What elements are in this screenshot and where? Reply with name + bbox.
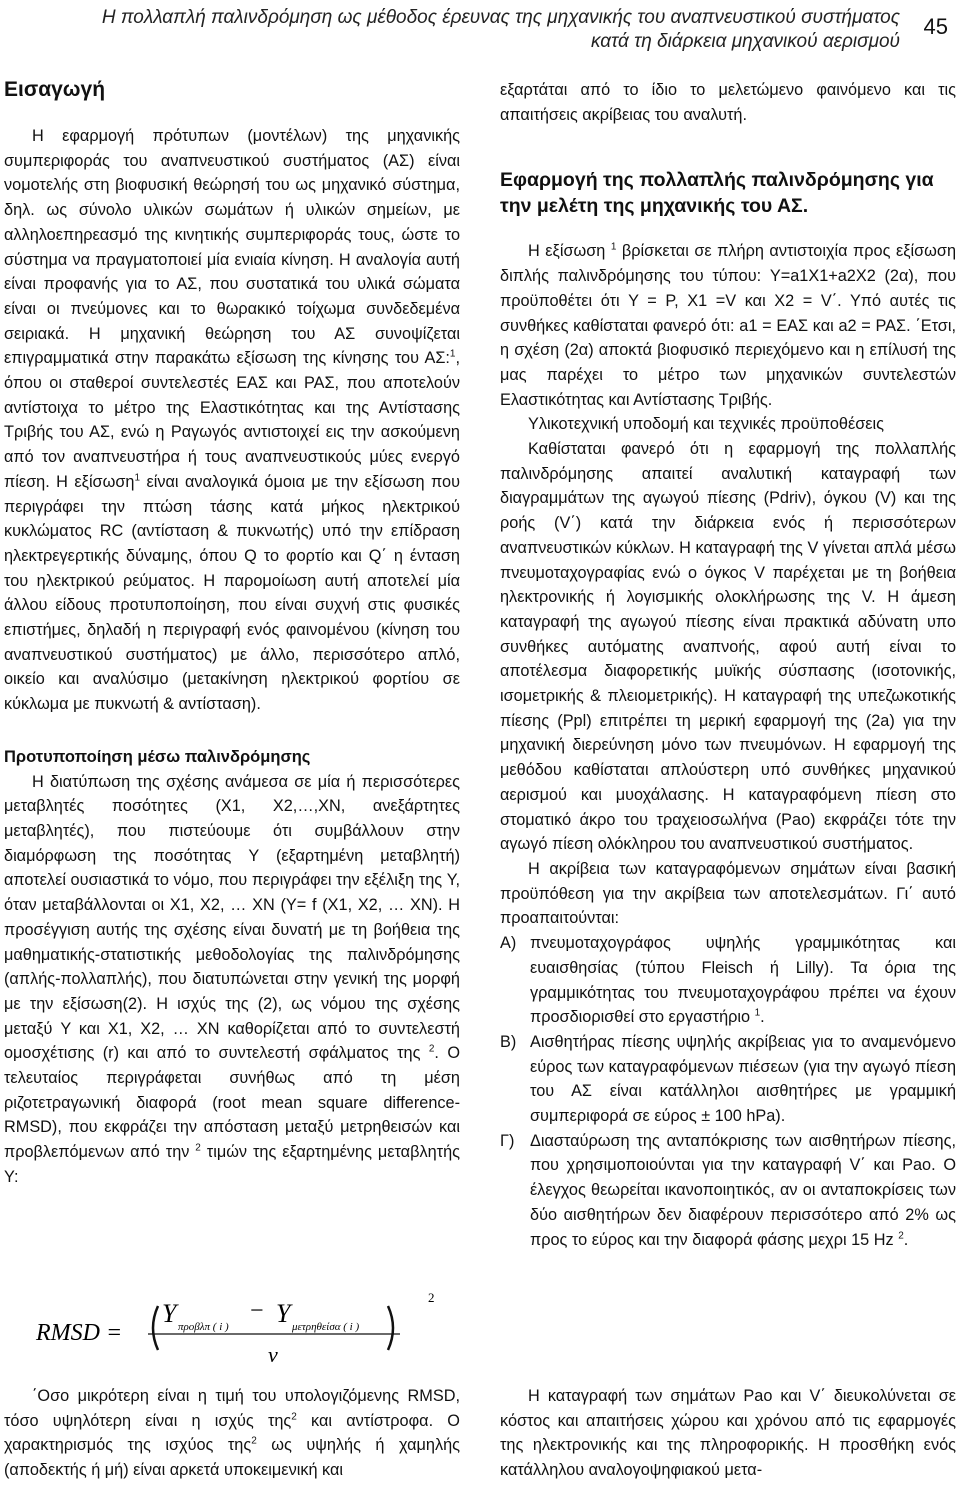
right-bottom-paragraph (500, 1384, 956, 1483)
formula-lhs: RMSD = (36, 1320, 123, 1346)
regression-paragraph (4, 770, 460, 1190)
bottom-text-b: και αντίστροφα. Ο χαρακτηρισμός της ισχύος της (4, 1411, 460, 1455)
section-title-introduction: Εισαγωγή (4, 78, 106, 101)
equation-correspondence-paragraph (500, 239, 956, 412)
running-title-line1: Η πολλαπλή παλινδρόμηση ως μέθοδος έρευνας της μηχανικής του αναπνευστικού συστήματος (101, 7, 900, 28)
running-title-line2: κατά τη διάρκεια μηχανικού αερισμού (591, 31, 900, 52)
ref-sup: 1 (134, 472, 140, 484)
reg-text-a: Η διατύπωση της σχέσης ανάμεσα σε μία ή περισσότερες μεταβλητές ποσότητες (Χ1, Χ2,…,ΧΝ, ανεξάρτητες μεταβλητές), που πιστεύουμε ότι συμβάλλουν στην διαμόρφωση της ποσότητας Y (εξαρτημένη μεταβλητή) αποτελεί ουσιαστικά το νόμο, που περιγράφει την εξέλιξη της Y, όταν μεταβάλλονται οι Χ1, Χ2, … ΧΝ (Y= f (Χ1, Χ2, … ΧΝ). Η προσέγγιση αυτής της σχέσης είναι δυνατή με τη βοήθεια της μαθηματικής-στατιστικής μεθοδολογίας της παλινδρόμησης (απλής-πολλαπλής), που διατυπώνεται στην γενική της μορφή με την εξίσωση(2). Η ισχύς της (2), ως νόμου της σχέσης μεταξύ Y και Χ1, Χ2, … ΧΝ καθορίζεται από το συντελεστή ομοσχέτισης (r) και από το συντελεστή σφάλματος της (4, 772, 460, 1063)
list-marker: Γ) (500, 1131, 515, 1150)
left-column (4, 78, 460, 1190)
left-bottom-paragraph (4, 1384, 460, 1483)
formula-exponent: 2 (428, 1290, 435, 1305)
list-marker: Β) (500, 1032, 517, 1051)
list-item-text (530, 1030, 956, 1129)
ref-sup: 2 (428, 1043, 435, 1055)
formula-y-meas: Y (276, 1299, 291, 1328)
requirements-list (500, 931, 956, 1252)
page-number: 45 (923, 14, 948, 39)
list-item (500, 931, 956, 1030)
formula-denominator: ν (268, 1342, 278, 1367)
intro-text-a: Η εφαρμογή πρότυπων (μοντέλων) της μηχανικής συμπεριφοράς του αναπνευστικού συστήματος (ΑΣ) είναι νομοτελής στη βιοφυσική θεώρησή του ως μηχανικό σύστημα, δηλ. ως σύνολο υλικών σωμάτων ή υλικών σημείων, με αλληλοεπηρεασμό της κινητικής συμπεριφοράς τους, ώστε το σύστημα να πραγματοποιεί μία ενιαία κίνηση. Η αναλογία αυτή είναι προφανής για το ΑΣ, που συστατικά του υλικά σώματα είναι οι πνεύμονες και το θωρακικό τοίχωμα συνδεδεμένα σειριακά. Η μηχανική θεώρηση του ΑΣ συνοψίζεται επιγραμματικά στην παρακάτω εξίσωση της κίνησης του ΑΣ: (4, 127, 460, 368)
intro-text-c: είναι αναλογικά όμοια με την εξίσωση που περιγράφει την πτώση τάσης κατά μήκος ηλεκτρικού κυκλώματος RC (αντίσταση & πυκνωτής) υπό την επίδραση ηλεκτρεγερτικής δύναμης, όπου Q το φορτίο και Q΄ η ένταση του ηλεκτρικού ρεύματος. Η παρομοίωση αυτή αποτελεί μία άλλου είδους προτυποποίηση, που είναι συχνή στις φυσικές επιστήμες, δηλαδή η περιγραφή ενός φαινομένου (κίνηση του αναπνευστικού συστήματος) με άλλο, περισσότερο απλό, οικείο και αναλύσιμο (μετακίνηση ηλεκτρικού φορτίου σε κύκλωμα με πυκνωτή & αντίσταση). (4, 472, 461, 714)
ref-sup: 2 (195, 1142, 201, 1154)
p1-text-b: βρίσκεται σε πλήρη αντιστοιχία προς εξίσωση διπλής παλινδρόμησης του τύπου: Y=a1X1+a2X2 (2α), που προϋποθέτει ότι Y = P, X1 =V και X2 = V΄. Υπό αυτές τις συνθήκες καθίσταται φανερό ότι: a1 = ΕΑΣ και a2 = ΡΑΣ. ΄Ετσι, η σχέση (2α) αποκτά βιοφυσικό περιεχόμενο και η επίλυσή της μας παρέχει το μέτρο των μηχανικών συντελεστών Ελαστικότητας και Αντίστασης Τριβής. (500, 242, 956, 409)
list-item-text (530, 931, 956, 1030)
list-tail: . (903, 1230, 909, 1249)
intro-text-b: , όπου οι σταθεροί συντελεστές ΕΑΣ και ΡΑΣ, που αποτελούν αντίστοιχα το μέτρο της Ελαστικότητας και της Αντίστασης Τριβής του ΑΣ, ενώ η Ραγωγός αντιστοιχεί εις την ασκούμενη από τον αναπνευστήρα ή τους αναπνευστικούς μύες ενεργό πίεση. Η εξίσωση (4, 349, 460, 491)
formula-sub-meas: μετρηθείσα ( i ) (292, 1321, 360, 1333)
formula-minus: − (250, 1298, 264, 1324)
intro-paragraph (4, 124, 460, 717)
subsection-title-application: Εφαρμογή της πολλαπλής παλινδρόμησης για την μελέτη της μηχανικής του ΑΣ. (500, 169, 934, 218)
right-column (500, 78, 956, 1252)
list-tail: . (760, 1008, 765, 1027)
reg-text-c: τιμών της εξαρτημένης μεταβλητής Y: (4, 1143, 460, 1186)
list-item (500, 1030, 956, 1129)
subsection-title-regression: Προτυποποίηση μέσω παλινδρόμησης (4, 747, 311, 766)
ref-sup: 2 (291, 1411, 297, 1423)
ref-sup: 1 (754, 1007, 761, 1019)
ref-sup: 2 (251, 1435, 257, 1447)
reg-text-b: . Ο τελευταίος περιγράφεται συνήθως από τη μέση ριζοτετραγωνική διαφορά (root mean square difference-RMSD), που εκφράζει την απόσταση μεταξύ μετρηθεισών και προβλεπόμενων από την (4, 1044, 460, 1162)
formula-sub-pred: προβλπ ( i ) (178, 1321, 229, 1333)
ref-sup: 1 (449, 348, 456, 360)
ref-sup: 2 (898, 1230, 904, 1242)
running-title (102, 6, 900, 54)
formula-y-pred: Y (162, 1299, 177, 1328)
rmsd-formula (30, 1288, 450, 1376)
list-text: Αισθητήρας πίεσης υψηλής ακρίβειας για το αναμενόμενο εύρος των καταγραφόμενων πιέσεων (για την αγωγό πίεση του ΑΣ είναι κατάλληλοι αισθητήρες με γραμμική συμπεριφορά σε εύρος ± 100 hPa). (530, 1032, 956, 1126)
list-text: Διασταύρωση της ανταπόκρισης των αισθητήρων πίεσης, που χρησιμοποιούνται για την καταγραφή V΄ και Pao. Ο έλεγχος θεωρείται ικανοποιητικός, αν οι ανταποκρίσεις των δύο αισθητήρων δεν διαφέρουν περισσότερο από 2% ως προς το εύρος και την διαφορά φάσης μεχρι 15 Hz (530, 1131, 956, 1249)
list-marker: Α) (500, 934, 517, 953)
infrastructure-heading: Υλικοτεχνική υποδομή και τεχνικές προϋποθέσεις (528, 415, 884, 434)
bottom-text-c: ως υψηλής ή χαμηλής (αποδεκτής ή μή) είναι αρκετά υποκειμενική και (4, 1436, 460, 1480)
list-item (500, 1129, 956, 1253)
bottom-text-a: ΄Οσο μικρότερη είναι η τιμή του υπολογιζόμενης RMSD, τόσο υψηλότερη είναι η ισχύς της (4, 1387, 460, 1430)
continued-paragraph: εξαρτάται από το ίδιο το μελετώμενο φαινόμενο και τις απαιτήσεις ακρίβειας του αναλυτή. (500, 81, 956, 124)
rmsd-interpretation (4, 1384, 460, 1483)
list-item-text (530, 1129, 956, 1253)
recording-paragraph: Καθίσταται φανερό ότι η εφαρμογή της πολλαπλής παλινδρόμησης απαιτεί αναλυτική καταγραφή των διαγραμμάτων της αγωγού πίεσης (Pdriv), όγκου (V) και της ροής (V΄) κατά την διάρκεια ενός ή περισσότερων αναπνευστικών κύκλων. Η καταγραφή της V γίνεται απλά μέσω πνευμοταχογραφίας ενώ ο όγκος V παρέχεται με τη βοήθεια ηλεκτρονικής ή λογισμικής ολοκλήρωσης της V. Η άμεση καταγραφή της αγωγού πίεσης είναι πρακτικά αδύνατη υπο συνθήκες αυτόματης αναπνοής, αφού αυτή είναι το αποτέλεσμα διαφορετικής μυϊκής σύσπασης (ισοτονικής, ισομετρικής & πλειομετρικής). Η καταγραφή της υπεζωκοτικής πίεσης (Ppl) επιτρέπει τη μερική εφαρμογή της (2a) για την μηχανική διερεύνηση μόνο των πνευμόνων. Η εφαρμογή της μεθόδου καθίσταται απλούστερη υπό συνθήκες μηχανικού αερισμού και μυοχάλασης. Η καταγραφόμενη πίεση στο στοματικό άκρο του τραχειοσωλήνα (Pao) εκφράζει τότε την αγωγό πίεση ολόκληρου του αναπνευστικού συστήματος. (500, 440, 956, 854)
p1-text-a: Η εξίσωση (528, 242, 611, 261)
ref-sup: 1 (610, 241, 617, 253)
page-header (0, 4, 960, 54)
list-text: πνευμοταχογράφος υψηλής γραμμικότητας και ευαισθησίας (τύπου Fleisch ή Lilly). Τα όρια της γραμμικότητας του πνευμοταχογράφου πρέπει να έχουν προσδιορισθεί στο εργαστήριο (530, 934, 956, 1027)
digitization-paragraph: Η καταγραφή των σημάτων Pao και V΄ διευκολύνεται σε κόστος και απαιτήσεις χώρου και χρόνου από τις εφαρμογές της ηλεκτρονικής και της πληροφορικής. Η προσθήκη ενός κατάλληλου αναλογοψηφιακού μετα- (500, 1387, 956, 1480)
accuracy-paragraph: Η ακρίβεια των καταγραφόμενων σημάτων είναι βασική προϋπόθεση για την ακρίβεια των αποτελεσμάτων. Γι΄ αυτό προαπαιτούνται: (500, 859, 956, 928)
